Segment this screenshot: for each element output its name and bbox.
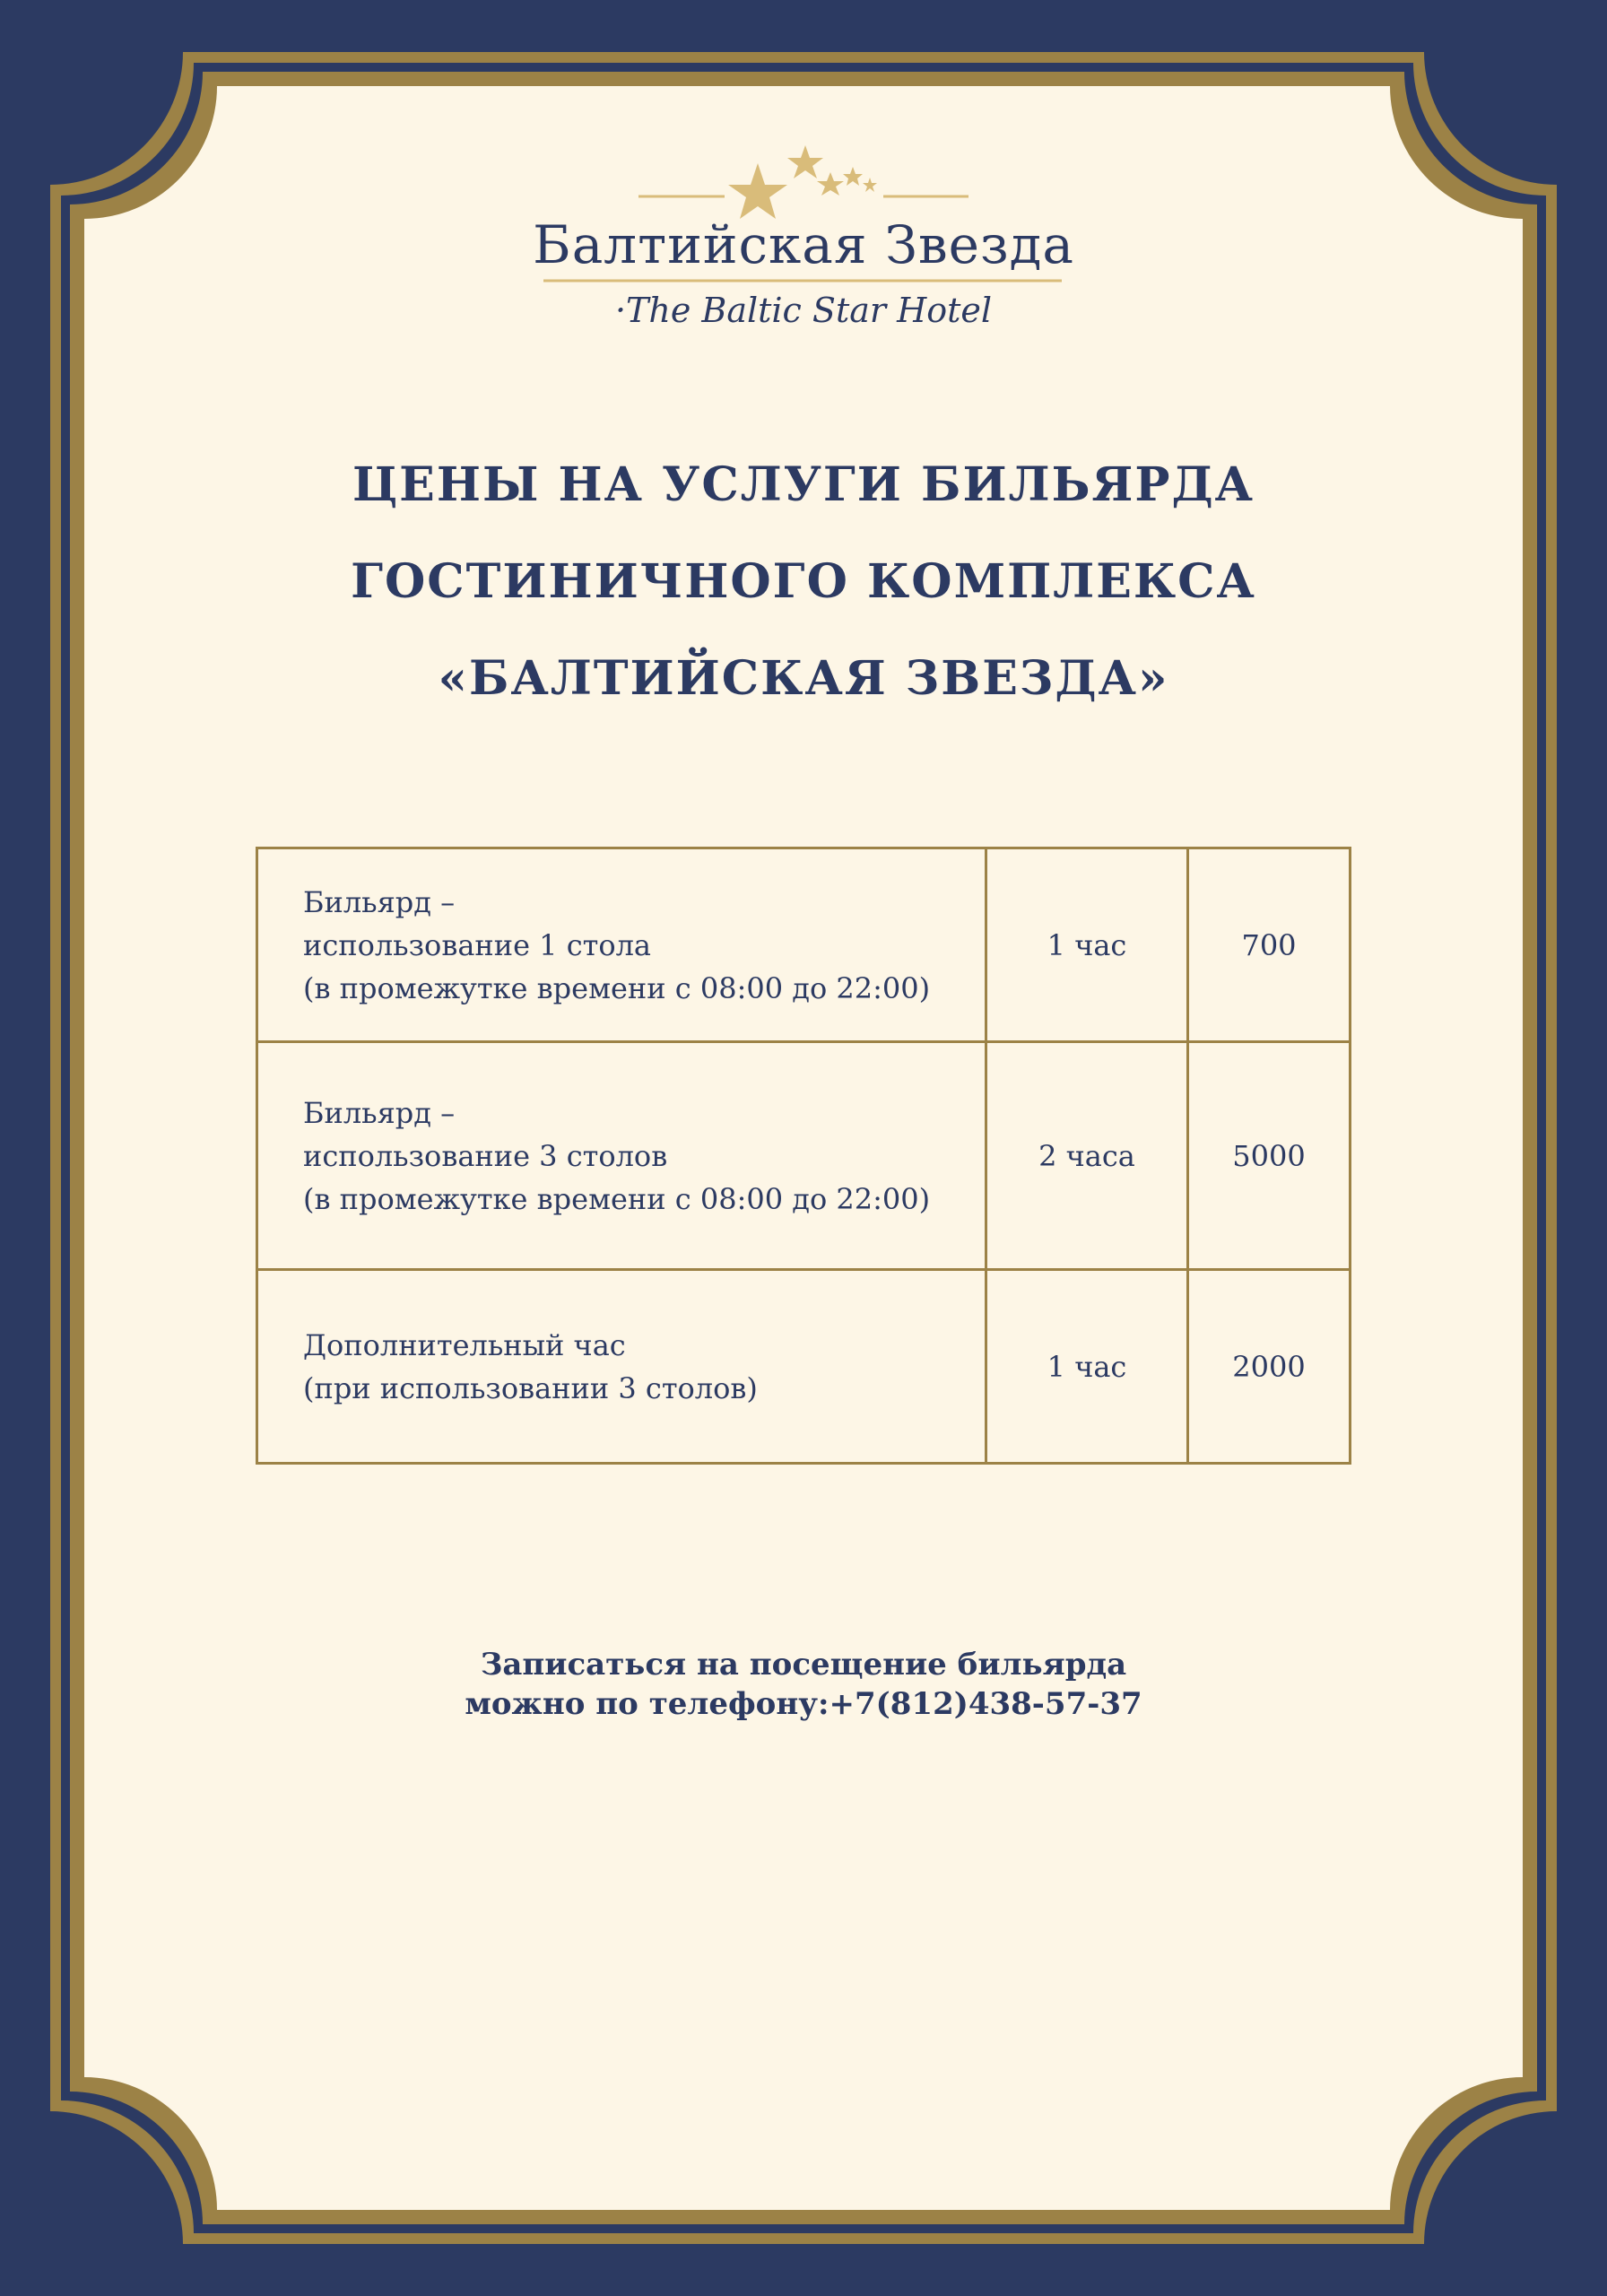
description-line: (в промежутке времени с 08:00 до 22:00) (303, 970, 931, 1005)
booking-note-line-1: Записаться на посещение бильярда (480, 1647, 1127, 1683)
service-duration: 1 час (986, 1270, 1188, 1464)
description-line: (в промежутке времени с 08:00 до 22:00) (303, 1181, 931, 1216)
table-row (257, 1042, 1351, 1270)
description-line: использование 1 стола (303, 927, 651, 962)
service-duration: 1 час (986, 848, 1188, 1042)
description-line: использование 3 столов (303, 1138, 668, 1173)
page-title-line-3: «БАЛТИЙСКАЯ ЗВЕЗДА» (438, 651, 1169, 706)
price-table (256, 847, 1351, 1465)
description-line: (при использовании 3 столов) (303, 1370, 758, 1405)
hotel-subtitle: ·The Baltic Star Hotel (614, 291, 993, 330)
service-duration: 2 часа (986, 1042, 1188, 1270)
hotel-name: Балтийская Звезда (533, 214, 1074, 275)
description-line: Бильярд – (303, 1095, 456, 1130)
page-title-line-1: ЦЕНЫ НА УСЛУГИ БИЛЬЯРДА (352, 457, 1255, 512)
table-row (257, 1270, 1351, 1464)
booking-note-phone: можно по телефону:+7(812)438-57-37 (465, 1686, 1142, 1722)
service-price: 5000 (1188, 1042, 1351, 1270)
table-row (257, 848, 1351, 1042)
page-title-line-2: ГОСТИНИЧНОГО КОМПЛЕКСА (351, 554, 1256, 609)
service-description (257, 848, 986, 1042)
service-price: 2000 (1188, 1270, 1351, 1464)
service-price: 700 (1188, 848, 1351, 1042)
description-line: Бильярд – (303, 884, 456, 919)
service-description (257, 1270, 986, 1464)
service-description (257, 1042, 986, 1270)
description-line: Дополнительный час (303, 1327, 626, 1362)
